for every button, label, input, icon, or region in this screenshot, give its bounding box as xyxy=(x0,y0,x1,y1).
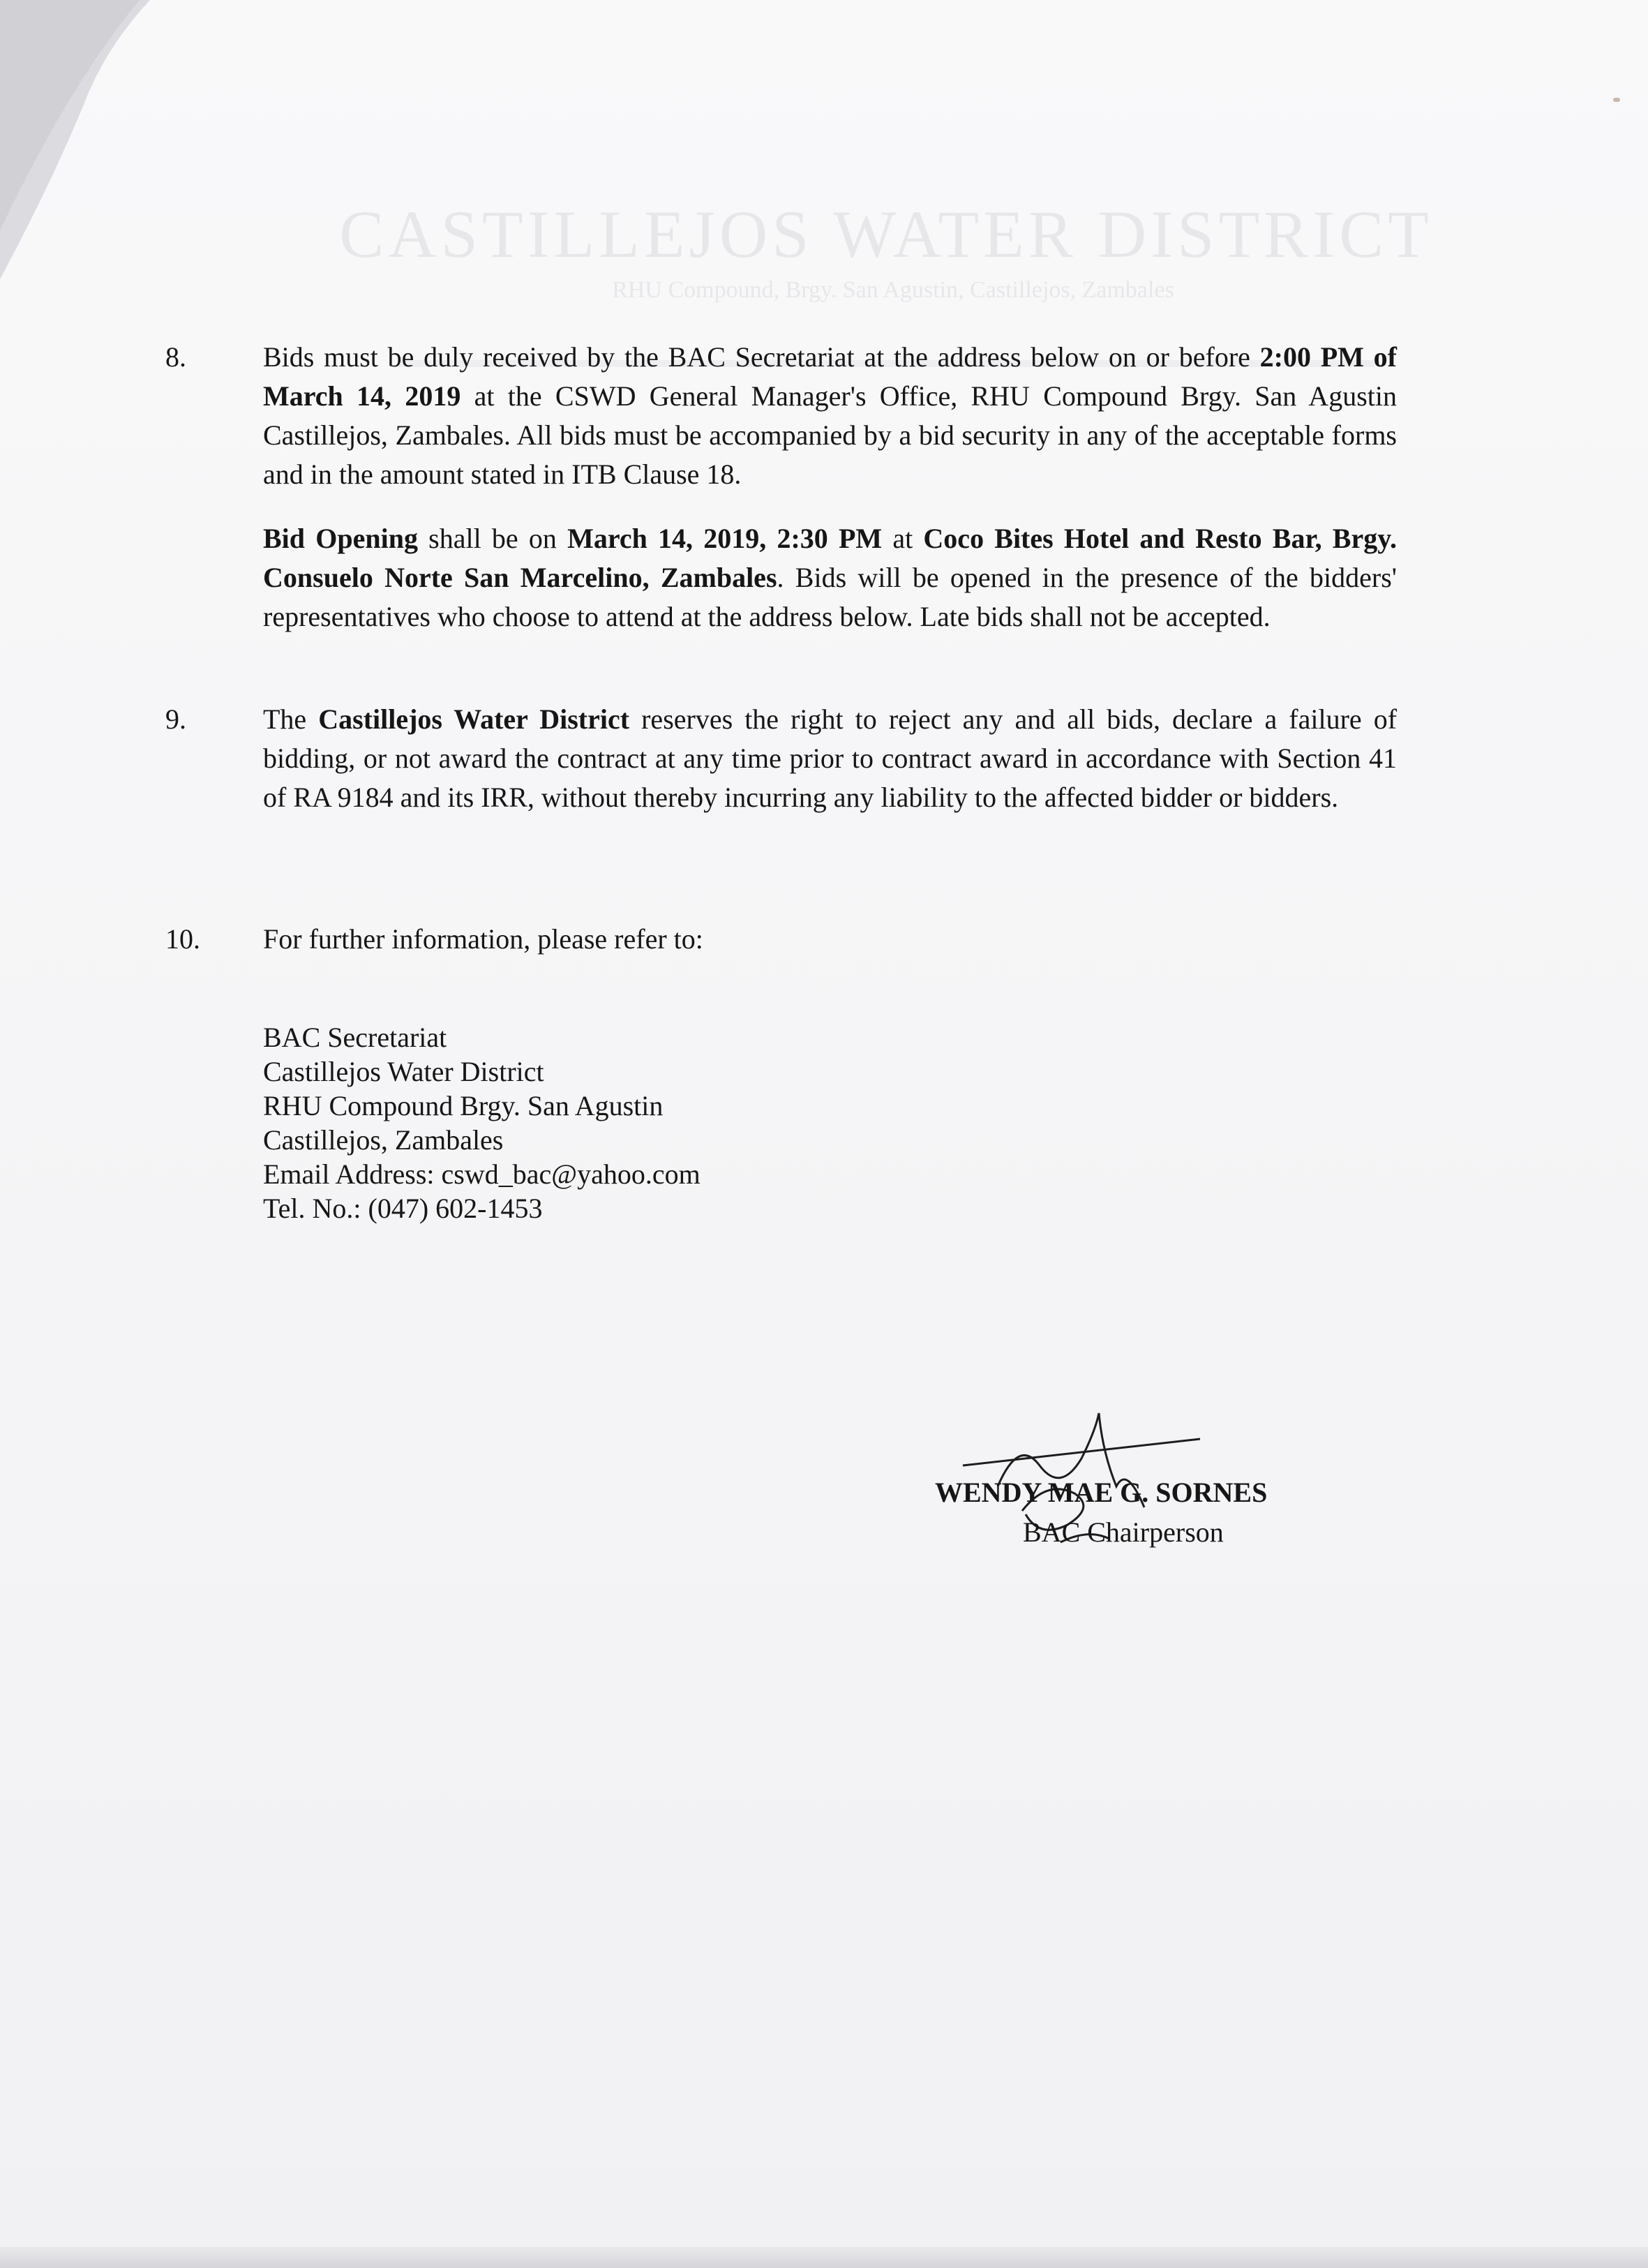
item-9-number: 9. xyxy=(165,703,186,735)
scan-corner-shadow xyxy=(0,0,167,293)
bleed-through-letterhead: CASTILLEJOS WATER DISTRICT RHU Compound, Brgy. San Agustin, Castillejos, Zambales xyxy=(339,197,1433,303)
signatory-title: BAC Chairperson xyxy=(1023,1516,1224,1548)
item-9-paragraph: The Castillejos Water District reserves the right to reject any and all bids, declare a failure of bidding, or not award the contract at any time prior to contract award in accordance with Section 41 of RA 9184 and its IRR, without thereby incurring any liability to the affected bidder or bidders. xyxy=(263,703,1398,813)
signatory-name: WENDY MAE G. SORNES xyxy=(935,1477,1268,1508)
scan-edge-mark xyxy=(1613,98,1620,102)
contact-line: Castillejos Water District xyxy=(263,1056,544,1087)
contact-block xyxy=(263,1020,701,1225)
contact-line: Castillejos, Zambales xyxy=(263,1124,504,1156)
item-8-paragraph-1: Bids must be duly received by the BAC Secretariat at the address below on or before 2:00 PM of March 14, 2019 at the CSWD General Manager's Office, RHU Compound Brgy. San Agustin Castillejos, Zambales. All bids must be accompanied by a bid security in any of the acceptable forms and in the amount stated in ITB Clause 18. xyxy=(263,341,1398,490)
scan-bottom-edge xyxy=(0,2247,1648,2268)
item-8-number: 8. xyxy=(165,341,186,373)
contact-email: Email Address: cswd_bac@yahoo.com xyxy=(263,1158,701,1190)
item-10-number: 10. xyxy=(165,923,200,955)
contact-line: BAC Secretariat xyxy=(263,1022,447,1053)
contact-line: RHU Compound Brgy. San Agustin xyxy=(263,1090,664,1121)
item-10-paragraph: For further information, please refer to: xyxy=(263,923,703,955)
contact-phone: Tel. No.: (047) 602-1453 xyxy=(263,1193,543,1224)
item-8-paragraph-2: Bid Opening shall be on March 14, 2019, 2:30 PM at Coco Bites Hotel and Resto Bar, Brgy. Consuelo Norte San Marcelino, Zambales. Bids will be opened in the presence of the bidders' representatives who choose to attend at the address below. Late bids shall not be accepted. xyxy=(263,523,1397,632)
